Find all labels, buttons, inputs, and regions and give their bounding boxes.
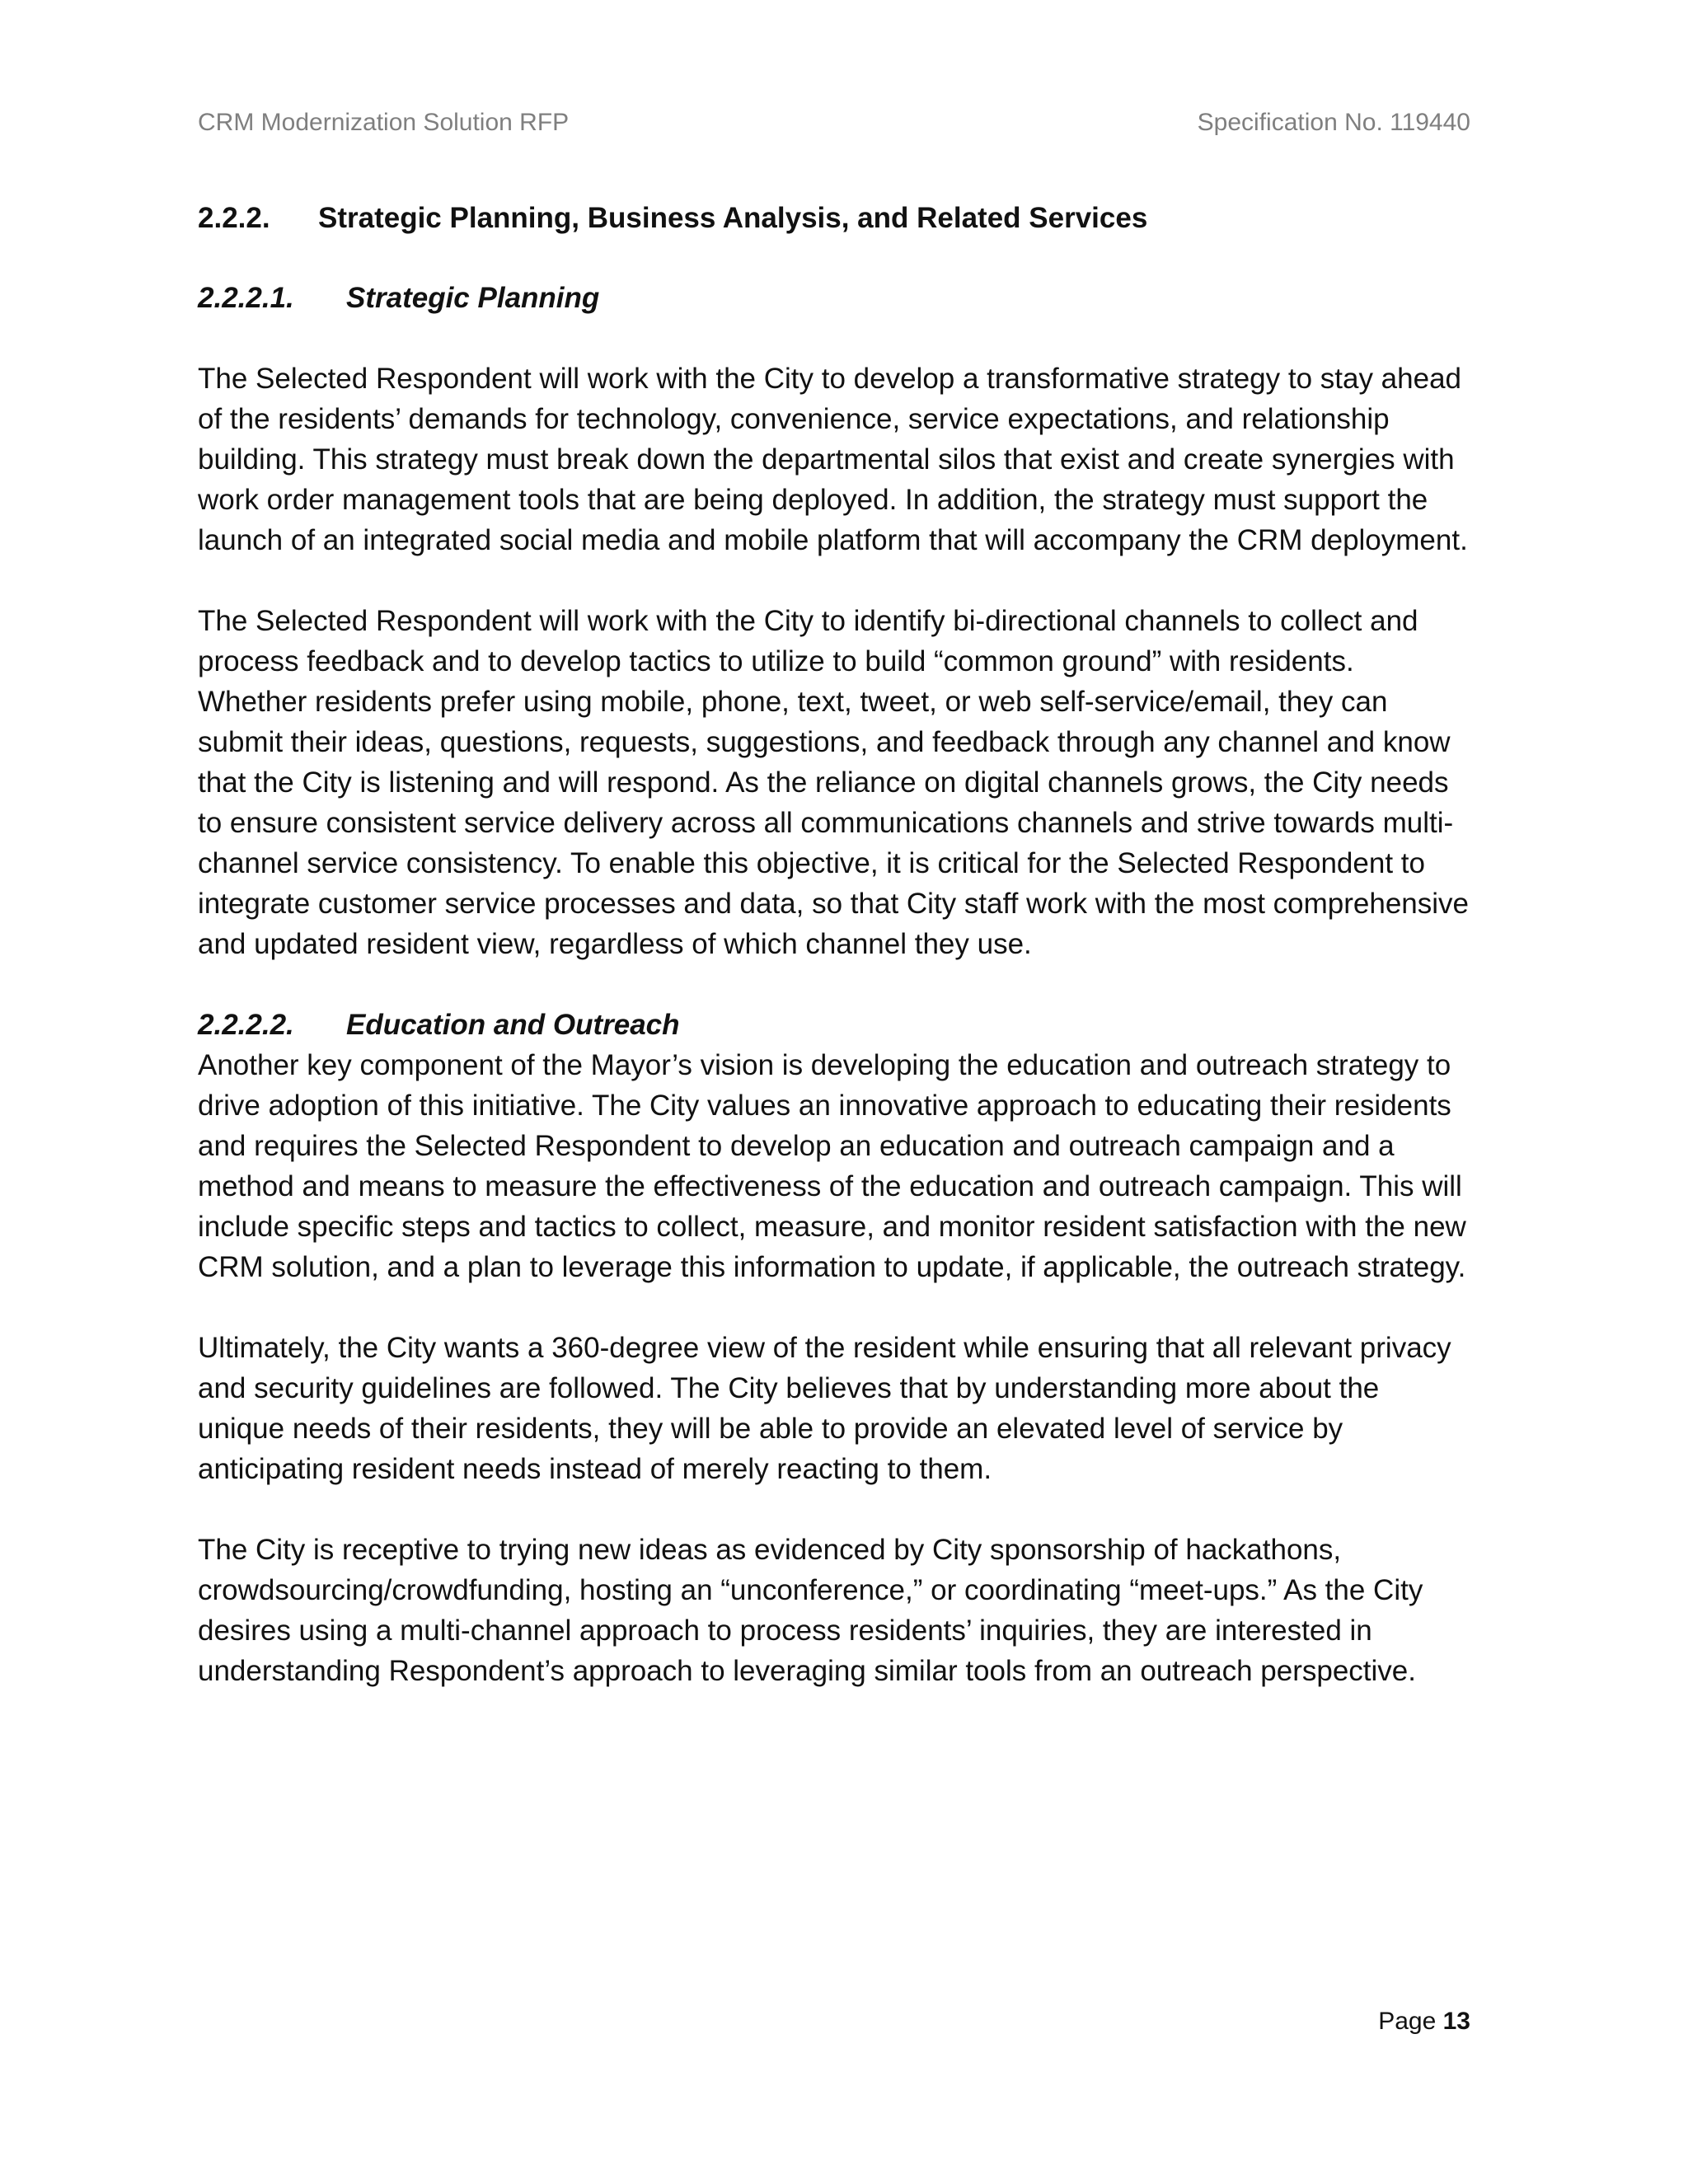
page-content: [198, 198, 1470, 1691]
paragraph: The City is receptive to trying new ideas as evidenced by City sponsorship of hackathons, crowdsourcing/crowdfunding, hosting an “unconference,” or coordinating “meet-ups.” As the City desires using a multi-channel approach to process residents’ inquiries, they are interested in understanding Respondent’s approach to leveraging similar tools from an outreach perspective.: [198, 1534, 1423, 1687]
paragraph: Ultimately, the City wants a 360-degree view of the resident while ensuring that all relevant privacy and security guidelines are followed. The City believes that by understanding more about the unique needs of their residents, they will be able to provide an elevated level of service by anticipating resident needs instead of merely reacting to them.: [198, 1332, 1451, 1485]
paragraph: The Selected Respondent will work with the City to identify bi-directional channels to collect and process feedback and to develop tactics to utilize to build “common ground” with residents. Whether residents prefer using mobile, phone, text, tweet, or web self-service/email, they can submit their ideas, questions, requests, suggestions, and feedback through any channel and know that the City is listening and will respond. As the reliance on digital channels grows, the City needs to ensure consistent service delivery across all communications channels and strive towards multi-channel service consistency. To enable this objective, it is critical for the Selected Respondent to integrate customer service processes and data, so that City staff work with the most comprehensive and updated resident view, regardless of which channel they use.: [198, 605, 1469, 960]
subsection-heading-strategic-planning: [198, 278, 1470, 318]
page-number: 13: [1442, 2008, 1470, 2035]
page-footer: [1378, 2008, 1470, 2036]
section-number: 2.2.2.: [198, 202, 270, 234]
section-heading: [198, 198, 1470, 238]
paragraph: Another key component of the Mayor’s vision is developing the education and outreach strategy to drive adoption of this initiative. The City values an innovative approach to educating their residents and requires the Selected Respondent to develop an education and outreach campaign and a method and means to measure the effectiveness of the education and outreach campaign. This will include specific steps and tactics to collect, measure, and monitor resident satisfaction with the new CRM solution, and a plan to leverage this information to update, if applicable, the outreach strategy.: [198, 1049, 1466, 1283]
subsection-number: 2.2.2.1.: [198, 282, 294, 314]
section-title: Strategic Planning, Business Analysis, and Related Services: [318, 202, 1148, 234]
subsection-heading-education-outreach: [198, 1005, 1470, 1045]
running-header: [198, 109, 1470, 137]
subsection-title: Strategic Planning: [346, 282, 600, 314]
subsection-title: Education and Outreach: [346, 1009, 680, 1041]
specification-number: Specification No. 119440: [1197, 109, 1470, 136]
page-label: Page: [1378, 2008, 1437, 2035]
subsection-number: 2.2.2.2.: [198, 1009, 294, 1041]
document-title: CRM Modernization Solution RFP: [198, 109, 570, 136]
paragraph: The Selected Respondent will work with the City to develop a transformative strategy to stay ahead of the residents’ demands for technology, convenience, service expectations, and relationship building. This strategy must break down the departmental silos that exist and create synergies with work order management tools that are being deployed. In addition, the strategy must support the launch of an integrated social media and mobile platform that will accompany the CRM deployment.: [198, 363, 1468, 556]
